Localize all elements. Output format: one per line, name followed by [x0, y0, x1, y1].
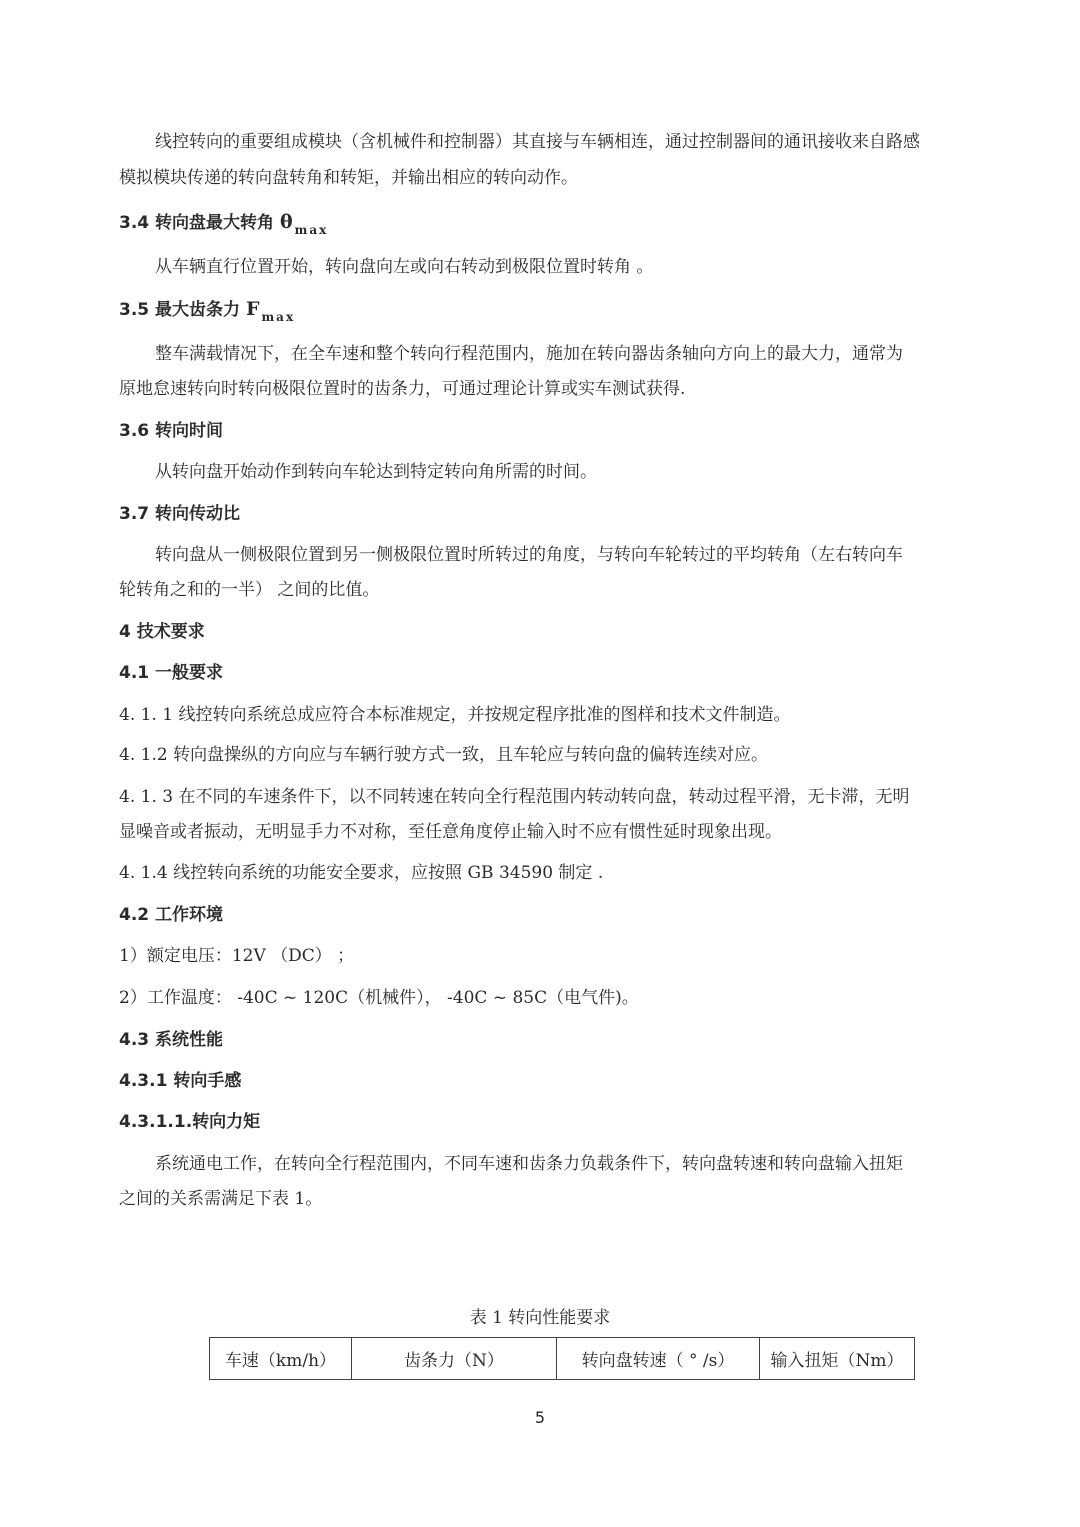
performance-table	[209, 1337, 915, 1380]
table-header-row	[210, 1338, 915, 1380]
section-heading-3-5	[119, 298, 295, 328]
paragraph-line: 线控转向的重要组成模块（含机械件和控制器）其直接与车辆相连，通过控制器间的通讯接收来自路感	[155, 132, 920, 152]
paragraph-line: 之间的关系需满足下表 1。	[119, 1189, 323, 1209]
paragraph-line: 显噪音或者振动，无明显手力不对称，至任意角度停止输入时不应有惯性延时现象出现。	[119, 822, 782, 842]
clause-4-1-4: 4. 1.4 线控转向系统的功能安全要求，应按照 GB 34590 制定 .	[119, 863, 604, 883]
section-heading-4-3-1: 4.3.1 转向手感	[119, 1071, 242, 1091]
paragraph-line: 整车满载情况下，在全车速和整个转向行程范围内，施加在转向器齿条轴向方向上的最大力，通常为	[155, 344, 903, 364]
heading-text: 3.4 转向盘最大转角	[119, 213, 275, 233]
clause-4-1-3: 4. 1. 3 在不同的车速条件下，以不同转速在转向全行程范围内转动转向盘，转动过程平滑，无卡滞，无明	[119, 787, 910, 807]
section-heading-3-7: 3.7 转向传动比	[119, 504, 241, 524]
table-caption: 表 1 转向性能要求	[469, 1308, 611, 1328]
paragraph-line: 从车辆直行位置开始，转向盘向左或向右转动到极限位置时转角 。	[155, 257, 654, 277]
paragraph-line: 模拟模块传递的转向盘转角和转矩，并输出相应的转向动作。	[119, 168, 578, 188]
clause-4-1-1: 4. 1. 1 线控转向系统总成应符合本标准规定，并按规定程序批准的图样和技术文件制造。	[119, 705, 791, 725]
subscript: max	[294, 223, 329, 237]
list-item: 2）工作温度： -40C ~ 120C（机械件）， -40C ~ 85C（电气件)。	[119, 988, 639, 1008]
table-header-cell: 输入扭矩（Nm）	[760, 1338, 915, 1380]
table-header-cell: 转向盘转速（ ° /s）	[557, 1338, 760, 1380]
table-header-cell: 齿条力（N）	[352, 1338, 557, 1380]
force-symbol: F	[245, 298, 260, 320]
section-heading-3-4	[119, 211, 328, 241]
section-heading-4-3-1-1: 4.3.1.1.转向力矩	[119, 1112, 261, 1132]
theta-symbol: θ	[279, 211, 293, 233]
section-heading-4-2: 4.2 工作环境	[119, 905, 224, 925]
section-heading-4-3: 4.3 系统性能	[119, 1030, 224, 1050]
paragraph-line: 系统通电工作，在转向全行程范围内，不同车速和齿条力负载条件下，转向盘转速和转向盘输入扭矩	[155, 1154, 903, 1174]
paragraph-line: 轮转角之和的一半） 之间的比值。	[119, 580, 380, 600]
paragraph-line: 转向盘从一侧极限位置到另一侧极限位置时所转过的角度，与转向车轮转过的平均转角（左右转向车	[155, 545, 903, 565]
section-heading-3-6: 3.6 转向时间	[119, 421, 224, 441]
paragraph-line: 从转向盘开始动作到转向车轮达到特定转向角所需的时间。	[155, 462, 597, 482]
section-heading-4: 4 技术要求	[119, 622, 205, 642]
table-header-cell: 车速（km/h）	[210, 1338, 352, 1380]
clause-4-1-2: 4. 1.2 转向盘操纵的方向应与车辆行驶方式一致，且车轮应与转向盘的偏转连续对应。	[119, 745, 769, 765]
paragraph-line: 原地怠速转向时转向极限位置时的齿条力，可通过理论计算或实车测试获得.	[119, 379, 686, 399]
list-item: 1）额定电压：12V （DC） ；	[119, 946, 355, 966]
page-number: 5	[534, 1408, 546, 1427]
section-heading-4-1: 4.1 一般要求	[119, 663, 224, 683]
heading-text: 3.5 最大齿条力	[119, 300, 241, 320]
subscript: max	[261, 310, 296, 324]
